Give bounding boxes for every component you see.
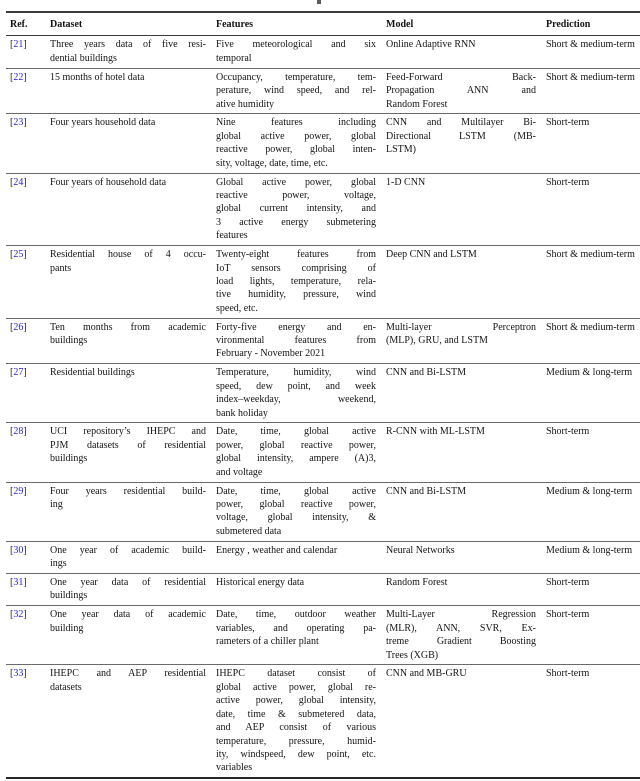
features-line: temporal	[216, 52, 252, 64]
features-line: and voltage	[216, 466, 263, 478]
dataset-line: Four years household data	[50, 117, 156, 129]
dataset-line: Four years residential build-	[50, 485, 206, 497]
model-line: Multi-Layer Regression	[386, 609, 536, 621]
citation-link[interactable]: 22	[13, 71, 24, 83]
table-row	[6, 482, 640, 541]
ref-cell	[6, 423, 50, 482]
dataset-line: UCI repository’s IHEPC and	[50, 426, 206, 438]
features-line: global active power, global re-	[216, 681, 376, 693]
model-line: Propagation ANN and	[386, 85, 536, 97]
model-line: CNN and Bi-LSTM	[386, 367, 466, 379]
citation-bracket-open: [	[10, 71, 14, 83]
features-cell	[216, 114, 386, 173]
dataset-cell	[50, 36, 216, 68]
model-cell	[386, 36, 546, 68]
ref-cell	[6, 114, 50, 173]
dataset-line: Ten months from academic	[50, 321, 206, 333]
dataset-line: building	[50, 622, 84, 634]
table-row	[6, 173, 640, 246]
dataset-cell	[50, 114, 216, 173]
features-line: index–weekday, weekend,	[216, 394, 376, 406]
features-line: global current intensity, and	[216, 203, 376, 215]
model-line: Multi-layer Perceptron	[386, 321, 536, 333]
features-line: features	[216, 230, 248, 242]
features-line: Five meteorological and six	[216, 39, 376, 51]
table-row	[6, 114, 640, 173]
table-row	[6, 423, 640, 482]
features-line: Date, time, outdoor weather	[216, 609, 376, 621]
features-line: global intensity, ampere (A)3,	[216, 453, 376, 465]
prediction-cell: Medium & long-term	[546, 485, 633, 497]
ref-cell	[6, 364, 50, 423]
ref-cell	[6, 246, 50, 319]
prediction-cell: Short-term	[546, 609, 590, 621]
citation-link[interactable]: 32	[13, 609, 24, 621]
prediction-cell: Short & medium-term	[546, 71, 635, 83]
model-line: CNN and MB-GRU	[386, 668, 467, 680]
dataset-line: ings	[50, 558, 67, 570]
dataset-line: 15 months of hotel data	[50, 71, 145, 83]
citation-link[interactable]: 23	[13, 117, 24, 129]
dataset-cell	[50, 318, 216, 364]
ref-cell	[6, 665, 50, 778]
prediction-cell: Short-term	[546, 426, 590, 438]
column-header-ref: Ref.	[10, 18, 28, 30]
dataset-line: IHEPC and AEP residential	[50, 668, 206, 680]
column-header-model: Model	[386, 18, 414, 30]
dataset-line: Residential buildings	[50, 367, 135, 379]
citation-bracket-open: [	[10, 426, 14, 438]
literature-review-table-wrap	[6, 11, 634, 779]
dataset-line: One year data of residential	[50, 577, 206, 589]
features-line: ity, windspeed, dew point, etc.	[216, 748, 376, 760]
model-line: 1-D CNN	[386, 176, 426, 188]
dataset-line: Three years data of five resi-	[50, 39, 206, 51]
citation-bracket-open: [	[10, 367, 14, 379]
dataset-cell	[50, 606, 216, 665]
table-row	[6, 364, 640, 423]
features-line: Date, time, global active	[216, 426, 376, 438]
dataset-cell	[50, 364, 216, 423]
citation-bracket-close: ]	[23, 609, 27, 621]
features-line: variables, and operating pa-	[216, 622, 376, 634]
features-line: February - November 2021	[216, 348, 326, 360]
features-line: Occupancy, temperature, tem-	[216, 71, 376, 83]
dataset-cell	[50, 574, 216, 606]
citation-link[interactable]: 25	[13, 249, 24, 261]
features-line: power, global reactive power,	[216, 499, 376, 510]
table-row	[6, 246, 640, 319]
citation-bracket-open: [	[10, 668, 14, 680]
features-line: 3 active energy submetering	[216, 216, 376, 228]
column-header-features: Features	[216, 18, 254, 30]
model-line: Directional LSTM (MB-	[386, 130, 536, 142]
model-cell	[386, 173, 546, 246]
model-line: Deep CNN and LSTM	[386, 249, 477, 261]
citation-bracket-open: [	[10, 249, 14, 261]
model-cell	[386, 423, 546, 482]
features-line: active power, global intensity,	[216, 695, 376, 707]
model-line: Random Forest	[386, 577, 448, 589]
citation-link[interactable]: 30	[13, 544, 24, 556]
dataset-line: buildings	[50, 453, 88, 465]
model-cell	[386, 68, 546, 114]
features-line: variables	[216, 762, 253, 774]
prediction-cell: Medium & long-term	[546, 367, 633, 379]
features-line: load lights, temperature, rela-	[216, 275, 376, 287]
prediction-cell: Short & medium-term	[546, 249, 635, 261]
table-row	[6, 574, 640, 606]
ref-cell	[6, 173, 50, 246]
features-line: speed, etc.	[216, 302, 258, 314]
dataset-line: One year of academic build-	[50, 544, 206, 556]
features-line: submetered data	[216, 525, 282, 537]
citation-bracket-close: ]	[23, 426, 27, 438]
features-line: temperature, pressure, humid-	[216, 735, 376, 747]
citation-link[interactable]: 29	[13, 485, 24, 497]
features-line: reactive power, global inten-	[216, 144, 376, 156]
ref-cell	[6, 606, 50, 665]
features-cell	[216, 423, 386, 482]
table-row	[6, 665, 640, 778]
model-line: (MLR), ANN, SVR, Ex-	[386, 622, 536, 634]
features-cell	[216, 36, 386, 68]
features-cell	[216, 574, 386, 606]
model-cell	[386, 246, 546, 319]
features-line: IoT sensors comprising of	[216, 262, 376, 274]
citation-link[interactable]: 26	[13, 321, 24, 333]
dataset-line: buildings	[50, 590, 88, 602]
citation-bracket-close: ]	[23, 668, 27, 680]
features-line: Nine features including	[216, 117, 376, 129]
citation-bracket-close: ]	[23, 176, 27, 188]
model-cell	[386, 114, 546, 173]
dataset-line: datasets	[50, 681, 82, 693]
features-line: Temperature, humidity, wind	[216, 367, 376, 379]
model-line: Trees (XGB)	[386, 649, 439, 661]
features-line: Global active power, global	[216, 176, 376, 188]
citation-bracket-open: [	[10, 321, 14, 333]
dataset-line: Four years of household data	[50, 176, 167, 188]
citation-link[interactable]: 33	[13, 668, 24, 680]
model-line: (MLP), GRU, and LSTM	[386, 335, 488, 347]
dataset-line: pants	[50, 262, 72, 274]
features-line: rameters of a chiller plant	[216, 636, 319, 648]
model-cell	[386, 665, 546, 778]
ref-cell	[6, 318, 50, 364]
citation-link[interactable]: 24	[13, 176, 24, 188]
features-line: global active power, global	[216, 130, 376, 142]
citation-bracket-open: [	[10, 117, 14, 129]
model-cell	[386, 574, 546, 606]
citation-link[interactable]: 31	[13, 577, 24, 589]
dataset-cell	[50, 68, 216, 114]
features-line: sity, voltage, date, time, etc.	[216, 157, 328, 169]
dataset-line: buildings	[50, 335, 88, 347]
dataset-line: dential buildings	[50, 52, 117, 64]
prediction-cell: Short-term	[546, 176, 590, 188]
features-cell	[216, 541, 386, 573]
features-line: perature, wind speed, and rel-	[216, 85, 376, 97]
ref-cell	[6, 541, 50, 573]
citation-bracket-close: ]	[23, 485, 27, 497]
model-cell	[386, 541, 546, 573]
table-row	[6, 318, 640, 364]
dataset-cell	[50, 482, 216, 541]
model-line: CNN and Bi-LSTM	[386, 485, 466, 497]
model-line: Random Forest	[386, 98, 448, 110]
dataset-line: PJM datasets of residential	[50, 439, 206, 451]
prediction-cell: Medium & long-term	[546, 544, 633, 556]
features-cell	[216, 665, 386, 778]
dataset-cell	[50, 423, 216, 482]
features-cell	[216, 68, 386, 114]
features-cell	[216, 246, 386, 319]
ref-cell	[6, 482, 50, 541]
model-line: R-CNN with ML-LSTM	[386, 426, 485, 438]
model-line: Neural Networks	[386, 544, 455, 556]
citation-bracket-open: [	[10, 39, 14, 51]
citation-bracket-close: ]	[23, 117, 27, 129]
table-row	[6, 68, 640, 114]
features-line: tive humidity, pressure, wind	[216, 289, 376, 301]
features-cell	[216, 364, 386, 423]
features-line: IHEPC dataset consist of	[216, 668, 376, 680]
features-line: reactive power, voltage,	[216, 189, 376, 201]
column-header-prediction: Prediction	[546, 18, 591, 30]
features-line: power, global reactive power,	[216, 439, 376, 451]
dataset-line: ing	[50, 499, 63, 510]
table-header	[6, 12, 640, 36]
caption-fragment	[317, 0, 321, 4]
citation-bracket-open: [	[10, 544, 14, 556]
dataset-cell	[50, 173, 216, 246]
features-cell	[216, 482, 386, 541]
features-line: date, time & submetered data,	[216, 708, 376, 720]
ref-cell	[6, 68, 50, 114]
citation-bracket-close: ]	[23, 321, 27, 333]
ref-cell	[6, 574, 50, 606]
model-line: Online Adaptive RNN	[386, 39, 476, 51]
model-cell	[386, 364, 546, 423]
ref-cell	[6, 36, 50, 68]
dataset-cell	[50, 541, 216, 573]
prediction-cell: Short & medium-term	[546, 39, 635, 51]
features-line: and AEP consist of various	[216, 722, 376, 734]
model-line: treme Gradient Boosting	[386, 636, 536, 648]
model-line: Feed-Forward Back-	[386, 71, 536, 83]
citation-bracket-close: ]	[23, 39, 27, 51]
citation-bracket-close: ]	[23, 544, 27, 556]
features-line: voltage, global intensity, &	[216, 512, 376, 524]
citation-link[interactable]: 21	[13, 39, 24, 51]
model-cell	[386, 482, 546, 541]
citation-link[interactable]: 28	[13, 426, 24, 438]
model-line: LSTM)	[386, 144, 416, 156]
features-line: Energy , weather and calendar	[216, 544, 338, 556]
citation-bracket-open: [	[10, 577, 14, 589]
features-line: speed, dew point, and week	[216, 380, 376, 392]
dataset-cell	[50, 665, 216, 778]
citation-bracket-close: ]	[23, 71, 27, 83]
literature-review-table	[6, 11, 640, 779]
features-line: vironmental features from	[216, 335, 376, 347]
table-row	[6, 606, 640, 665]
dataset-line: One year data of academic	[50, 609, 206, 621]
features-cell	[216, 173, 386, 246]
citation-link[interactable]: 27	[13, 367, 24, 379]
dataset-line: Residential house of 4 occu-	[50, 249, 206, 261]
table-body	[6, 36, 640, 778]
citation-bracket-close: ]	[23, 249, 27, 261]
prediction-cell: Short-term	[546, 668, 590, 680]
features-line: ative humidity	[216, 98, 275, 110]
features-line: Forty-five energy and en-	[216, 321, 376, 333]
features-cell	[216, 318, 386, 364]
model-cell	[386, 606, 546, 665]
features-line: Date, time, global active	[216, 485, 376, 497]
citation-bracket-close: ]	[23, 367, 27, 379]
column-header-dataset: Dataset	[50, 18, 83, 30]
prediction-cell: Short & medium-term	[546, 321, 635, 333]
dataset-cell	[50, 246, 216, 319]
features-line: bank holiday	[216, 407, 268, 419]
prediction-cell: Short-term	[546, 577, 590, 589]
model-cell	[386, 318, 546, 364]
model-line: CNN and Multilayer Bi-	[386, 117, 536, 129]
header-row	[6, 12, 640, 36]
citation-bracket-open: [	[10, 176, 14, 188]
citation-bracket-close: ]	[23, 577, 27, 589]
table-row	[6, 36, 640, 68]
prediction-cell: Short-term	[546, 117, 590, 129]
features-cell	[216, 606, 386, 665]
citation-bracket-open: [	[10, 609, 14, 621]
table-row	[6, 541, 640, 573]
features-line: Twenty-eight features from	[216, 249, 376, 261]
citation-bracket-open: [	[10, 485, 14, 497]
features-line: Historical energy data	[216, 577, 305, 589]
